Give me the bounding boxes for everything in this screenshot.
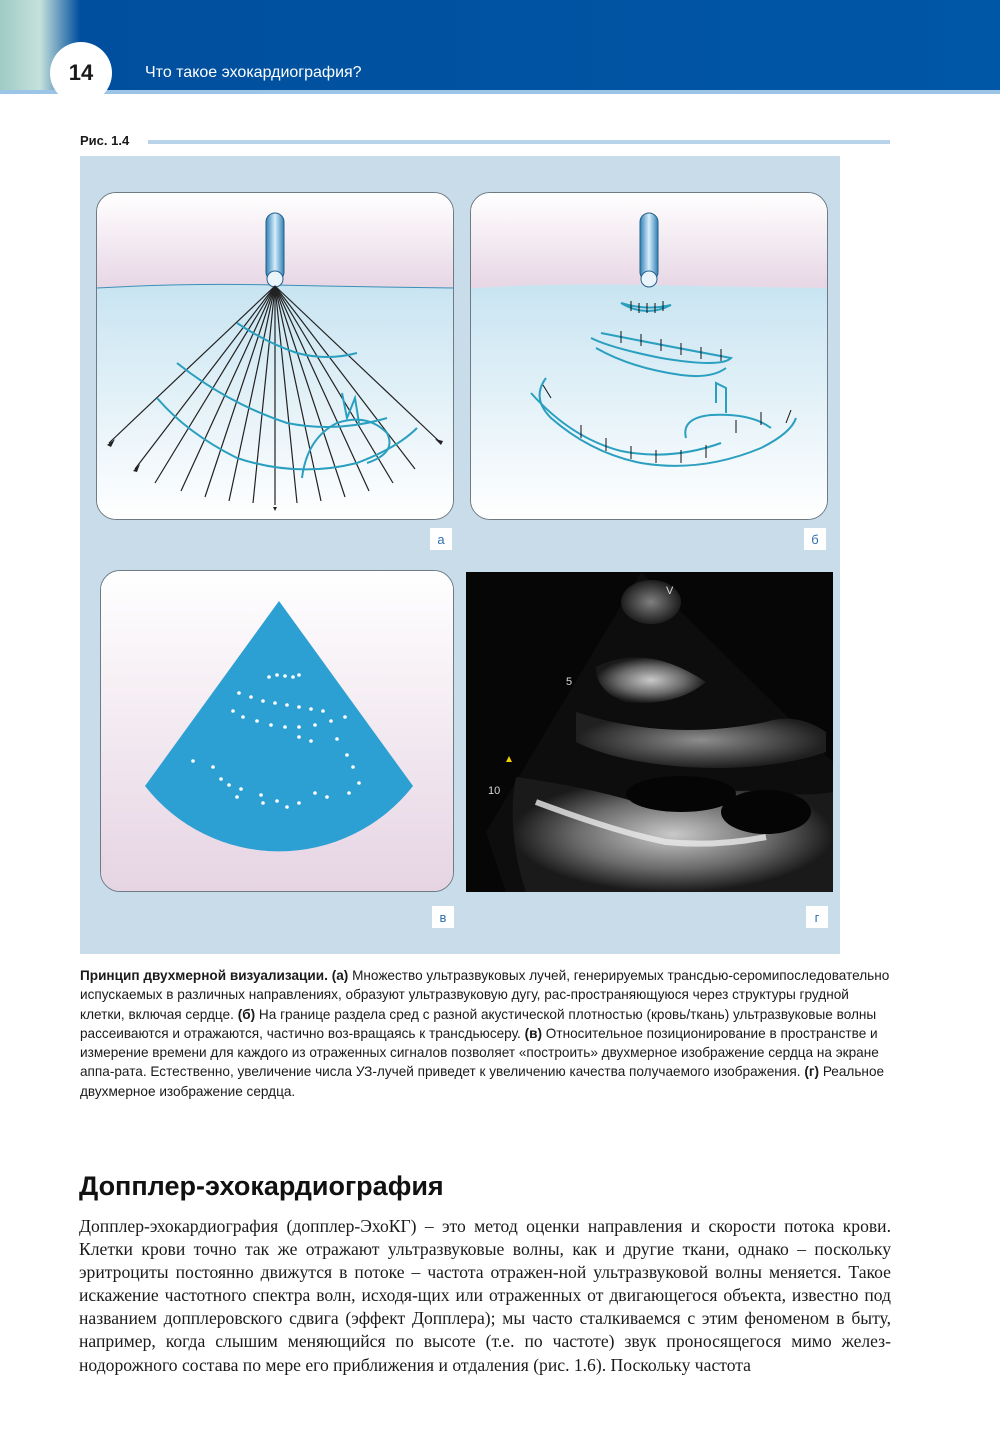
panel-b-reflections xyxy=(470,192,828,520)
header-stripe xyxy=(0,90,1000,94)
caption-text-b: На границе раздела сред с разной акустической плотностью (кровь/ткань) ультразвуковые волны рассеиваются и отражаются, частично воз-вращаясь к трансдьюсеру. xyxy=(80,1006,877,1041)
panel-a-beam-fan xyxy=(96,192,454,520)
panel-v-dot-image xyxy=(100,570,454,892)
echo-label-v: V xyxy=(666,585,674,597)
panel-g-echo-image xyxy=(466,572,833,892)
echo-label-5: 5 xyxy=(566,676,573,688)
section-paragraph: Допплер-эхокардиография (допплер-ЭхоКГ) – это метод оценки направления и скорости потока крови. Клетки крови точно так же отражают ультразвуковые волны, как и другие ткани, однако – поскольку эритроциты постоянно движутся в потоке – частота отражен-ной ультразвуковой волны меняется. Такое искажение частотного спектра волн, исходя-щих или отраженных от двигающегося объекта, известно под названием допплеровского сдвига (эффект Допплера); мы часто сталкиваемся с этим феноменом в быту, например, когда слышим меняющийся по высоте (т.е. по частоте) звук проносящегося мимо желез-нодорожного состава по мере его приближения и отдаления (рис. 1.6). Поскольку частота xyxy=(79,1216,891,1375)
caption-text-g: Реальное двухмерное изображение сердца. xyxy=(80,1064,885,1099)
caption-marker-b: (б) xyxy=(237,1006,256,1022)
panel-label-g: г xyxy=(806,906,828,928)
figure-rule xyxy=(148,140,890,144)
panel-label-b: б xyxy=(804,528,826,550)
echo-label-10: 10 xyxy=(488,785,501,797)
caption-marker-g: (г) xyxy=(804,1064,820,1080)
caption-marker-v: (в) xyxy=(524,1025,543,1041)
page-number: 14 xyxy=(50,42,112,104)
section-heading: Допплер-эхокардиография xyxy=(79,1171,444,1201)
figure-label: Рис. 1.4 xyxy=(80,133,130,148)
panel-label-a: а xyxy=(430,528,452,550)
panel-label-v: в xyxy=(432,906,454,928)
caption-text-v: Относительное позиционирование в пространстве и измерение времени для каждого из отраженных сигналов позволяет «построить» двухмерное изображение сердца на экране аппа-рата. Естественно, увеличение числа УЗ-лучей приведет к увеличению качества получаемого изображения. xyxy=(80,1025,879,1080)
caption-text-a: Множество ультразвуковых лучей, генерируемых трансдью-серомипоследовательно испускаемых в различных направлениях, образуют ультразвуковую дугу, рас-пространяющуюся через структуры грудной клетки, включая сердце. xyxy=(80,968,890,1022)
figure-caption xyxy=(80,966,890,1101)
running-title: Что такое эхокардиография? xyxy=(145,64,362,81)
caption-marker-a: (а) xyxy=(331,968,349,983)
caption-title: Принцип двухмерной визуализации. xyxy=(80,968,328,983)
